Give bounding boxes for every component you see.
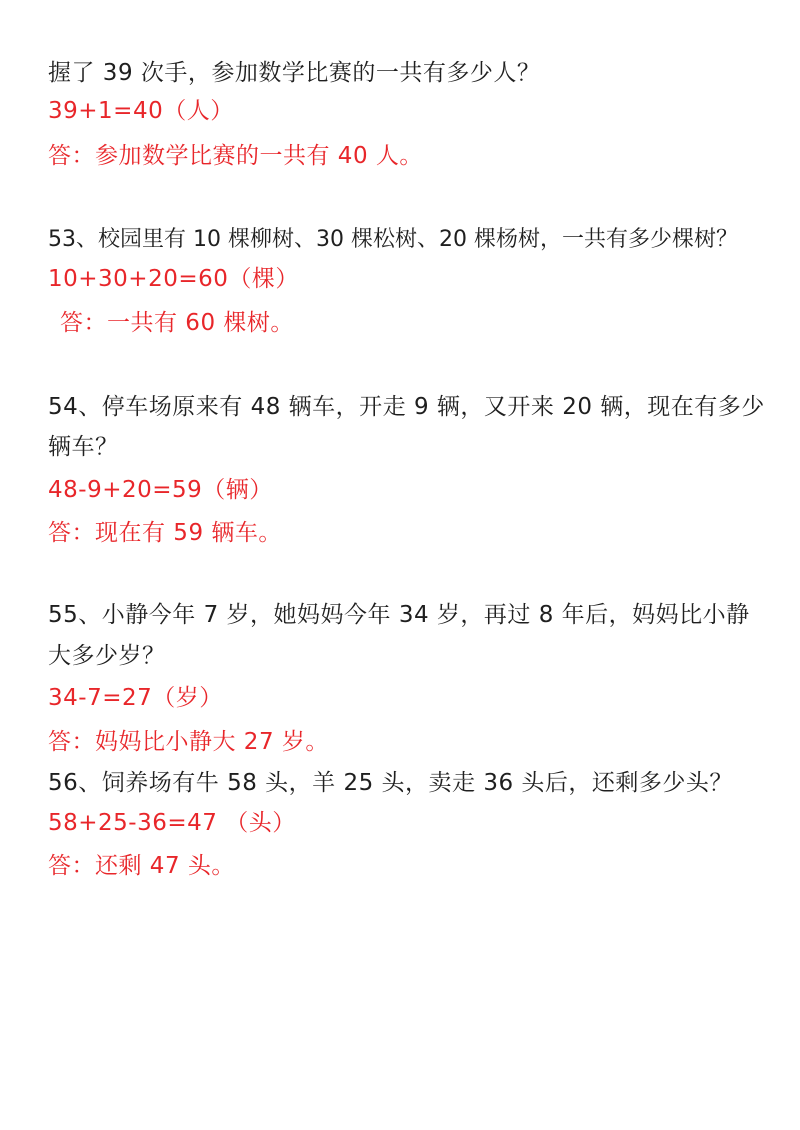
problem-55-question-line-1: 55、小静今年 7 岁，她妈妈今年 34 岁，再过 8 年后，妈妈比小静 xyxy=(48,602,750,628)
problem-53-equation: 10+30+20=60（棵） xyxy=(48,266,299,292)
problem-56-answer: 答：还剩 47 头。 xyxy=(48,853,235,879)
problem-55-answer: 答：妈妈比小静大 27 岁。 xyxy=(48,729,329,755)
problem-52-question: 握了 39 次手，参加数学比赛的一共有多少人？ xyxy=(48,60,541,86)
problem-55-equation: 34-7=27（岁） xyxy=(48,685,223,711)
problem-54-question-line-2: 辆车？ xyxy=(48,434,119,460)
problem-53-question: 53、校园里有 10 棵柳树、30 棵松树、20 棵杨树，一共有多少棵树？ xyxy=(48,227,738,252)
problem-54-answer: 答：现在有 59 辆车。 xyxy=(48,520,282,546)
problem-52-answer: 答：参加数学比赛的一共有 40 人。 xyxy=(48,143,423,169)
problem-56-equation: 58+25-36=47 （头） xyxy=(48,810,296,836)
problem-54-question-line-1: 54、停车场原来有 48 辆车，开走 9 辆，又开来 20 辆，现在有多少 xyxy=(48,394,765,420)
problem-53-answer: 答：一共有 60 棵树。 xyxy=(60,310,294,336)
problem-52-equation: 39+1=40（人） xyxy=(48,98,234,124)
problem-56-question: 56、饲养场有牛 58 头，羊 25 头，卖走 36 头后，还剩多少头？ xyxy=(48,770,733,796)
problem-54-equation: 48-9+20=59（辆） xyxy=(48,477,273,503)
problem-55-question-line-2: 大多少岁？ xyxy=(48,643,166,669)
